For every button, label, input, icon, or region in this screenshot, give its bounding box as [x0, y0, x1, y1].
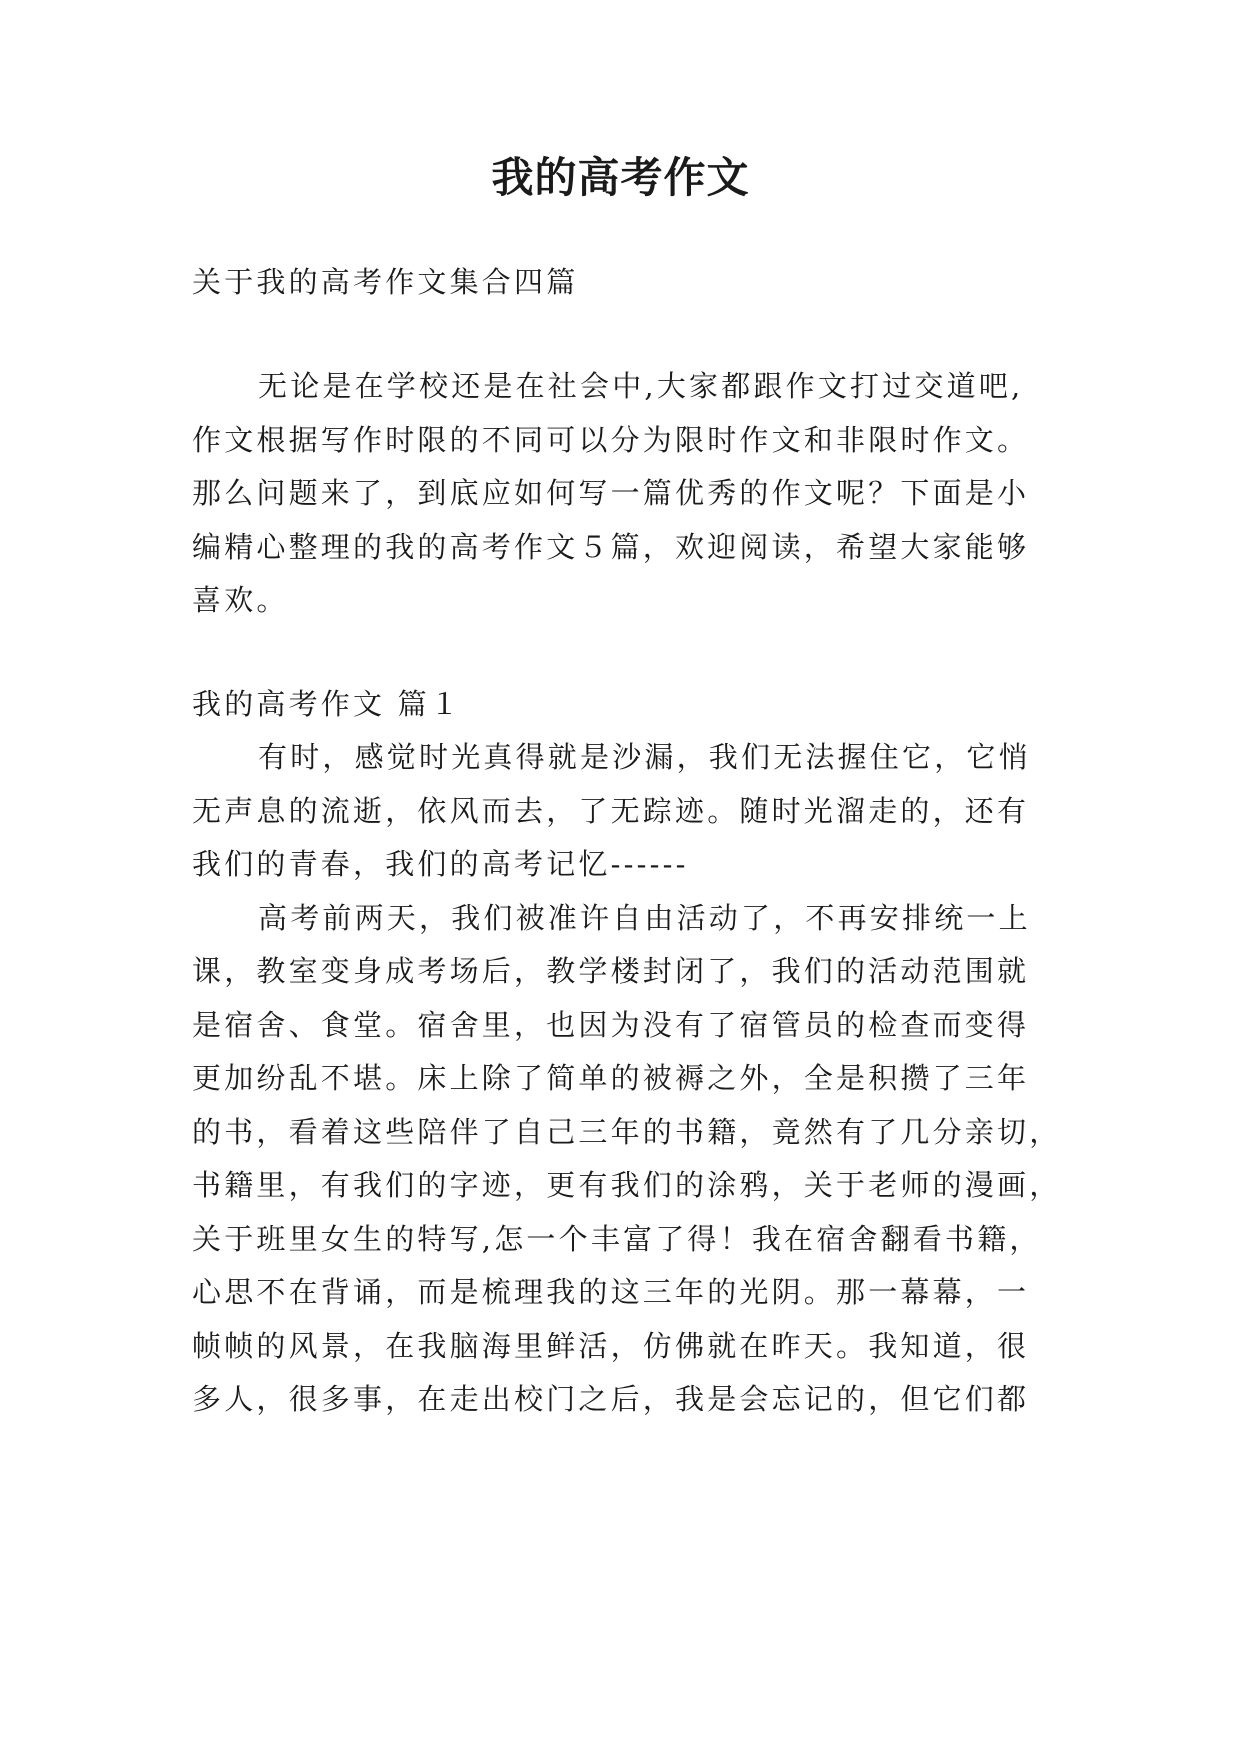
paragraph-line: 我们的青春，我们的高考记忆------ [192, 847, 689, 881]
paragraph-line: 关于班里女生的特写,怎一个丰富了得！我在宿舍翻看书籍， [192, 1222, 1042, 1256]
intro-line: 那么问题来了，到底应如何写一篇优秀的作文呢？下面是小 [192, 476, 1030, 510]
paragraph-line: 是宿舍、食堂。宿舍里，也因为没有了宿管员的检查而变得 [192, 1008, 1030, 1042]
section-heading: 我的高考作文 篇１ [192, 687, 463, 721]
paragraph-line: 高考前两天，我们被准许自由活动了，不再安排统一上 [258, 901, 1031, 935]
document-title: 我的高考作文 [491, 153, 750, 202]
intro-line: 无论是在学校还是在社会中,大家都跟作文打过交道吧, [258, 369, 1024, 403]
document-subtitle: 关于我的高考作文集合四篇 [192, 265, 579, 299]
paragraph-line: 帧帧的风景，在我脑海里鲜活，仿佛就在昨天。我知道，很 [192, 1329, 1030, 1363]
intro-line: 作文根据写作时限的不同可以分为限时作文和非限时作文。 [192, 423, 1030, 457]
paragraph-line: 心思不在背诵，而是梳理我的这三年的光阴。那一幕幕，一 [192, 1275, 1030, 1309]
paragraph-line: 无声息的流逝，依风而去，了无踪迹。随时光溜走的，还有 [192, 794, 1030, 828]
intro-line: 喜欢。 [192, 583, 289, 617]
paragraph-line: 更加纷乱不堪。床上除了简单的被褥之外，全是积攒了三年 [192, 1061, 1030, 1095]
paragraph-line: 有时，感觉时光真得就是沙漏，我们无法握住它，它悄 [258, 740, 1031, 774]
paragraph-line: 课，教室变身成考场后，教学楼封闭了，我们的活动范围就 [192, 954, 1030, 988]
intro-line: 编精心整理的我的高考作文５篇，欢迎阅读，希望大家能够 [192, 530, 1030, 564]
paragraph-line: 的书，看着这些陪伴了自己三年的书籍，竟然有了几分亲切， [192, 1115, 1062, 1149]
paragraph-line: 书籍里，有我们的字迹，更有我们的涂鸦，关于老师的漫画， [192, 1168, 1062, 1202]
paragraph-line: 多人，很多事，在走出校门之后，我是会忘记的，但它们都 [192, 1382, 1030, 1416]
